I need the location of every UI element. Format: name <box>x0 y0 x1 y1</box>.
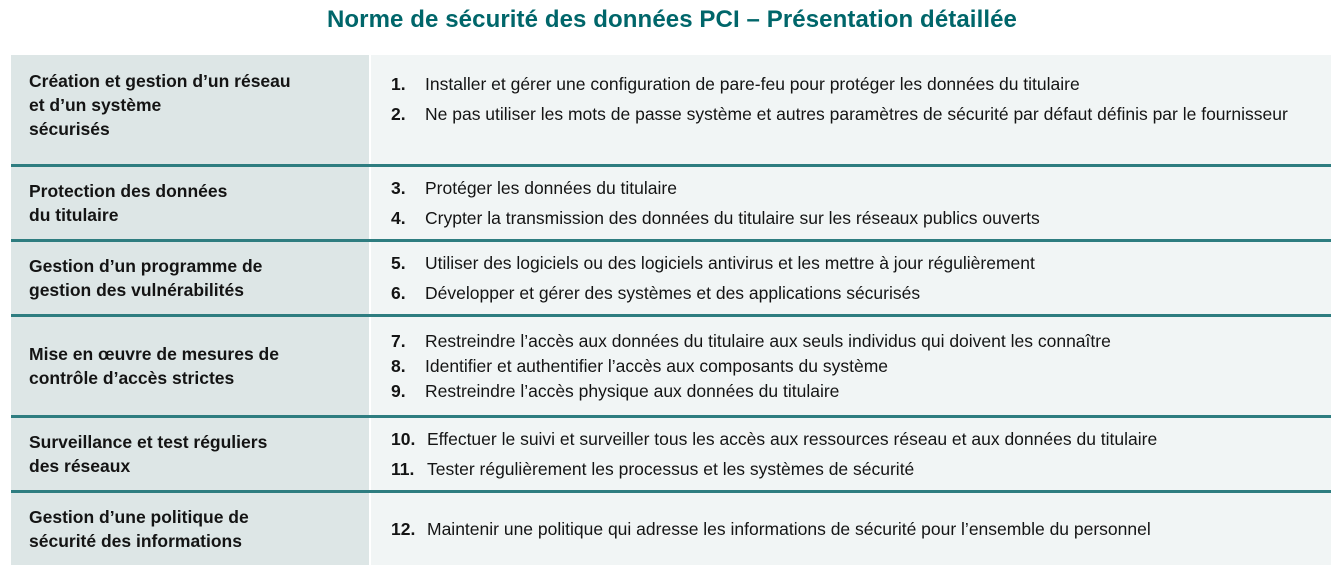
table-row <box>11 418 1331 493</box>
category-label: Mise en œuvre de mesures de contrôle d’accès strictes <box>29 344 279 388</box>
requirement-text: Maintenir une politique qui adresse les informations de sécurité pour l’ensemble du personnel <box>427 519 1151 539</box>
requirement-text: Restreindre l’accès physique aux données du titulaire <box>425 380 840 401</box>
requirement-item <box>391 457 1325 481</box>
requirement-text: Restreindre l’accès aux données du titulaire aux seuls individus qui doivent les connaître <box>425 330 1111 351</box>
requirement-item <box>391 354 1325 378</box>
category-cell <box>11 167 371 239</box>
requirements-cell <box>371 317 1331 415</box>
requirement-text: Effectuer le suivi et surveiller tous les accès aux ressources réseau et aux données du titulaire <box>427 429 1158 449</box>
table-row <box>11 493 1331 565</box>
requirement-number: 2. <box>391 104 406 124</box>
requirements-cell <box>371 493 1331 565</box>
requirement-number: 3. <box>391 178 406 198</box>
category-label: Gestion d’un programme de gestion des vulnérabilités <box>29 256 263 300</box>
requirement-text: Protéger les données du titulaire <box>425 178 677 198</box>
requirement-item <box>391 517 1325 541</box>
requirement-item <box>391 379 1325 403</box>
category-cell <box>11 242 371 314</box>
requirement-number: 11. <box>391 459 415 479</box>
category-label: Gestion d’une politique de sécurité des informations <box>29 507 249 551</box>
requirement-number: 8. <box>391 355 406 376</box>
requirements-cell <box>371 242 1331 314</box>
requirement-text: Développer et gérer des systèmes et des applications sécurisés <box>425 283 921 303</box>
requirement-item <box>391 102 1325 126</box>
requirement-item <box>391 72 1325 96</box>
requirement-text: Ne pas utiliser les mots de passe système et autres paramètres de sécurité par défaut définis par le fournisseur <box>425 104 1288 124</box>
requirement-number: 12. <box>391 519 416 539</box>
requirement-item <box>391 176 1325 200</box>
requirement-item <box>391 206 1325 230</box>
category-label: Protection des données du titulaire <box>29 181 228 225</box>
requirement-item <box>391 329 1325 353</box>
pci-requirements-table <box>11 55 1331 565</box>
requirement-text: Tester régulièrement les processus et les systèmes de sécurité <box>427 459 915 479</box>
requirement-text: Crypter la transmission des données du titulaire sur les réseaux publics ouverts <box>425 208 1040 228</box>
table-row <box>11 167 1331 242</box>
requirement-number: 10. <box>391 429 416 449</box>
requirement-number: 9. <box>391 380 406 401</box>
requirement-number: 1. <box>391 74 406 94</box>
requirement-text: Identifier et authentifier l’accès aux composants du système <box>425 355 889 376</box>
table-row <box>11 242 1331 317</box>
requirements-cell <box>371 167 1331 239</box>
requirements-cell <box>371 418 1331 490</box>
page-title: Norme de sécurité des données PCI – Présentation détaillée <box>326 6 1018 33</box>
category-cell <box>11 493 371 565</box>
table-row <box>11 317 1331 418</box>
category-cell <box>11 317 371 415</box>
requirement-number: 6. <box>391 283 406 303</box>
category-label: Création et gestion d’un réseau et d’un système sécurisés <box>29 71 291 139</box>
requirement-item <box>391 251 1325 275</box>
table-row <box>11 55 1331 167</box>
category-label: Surveillance et test réguliers des réseaux <box>29 432 268 476</box>
requirement-number: 7. <box>391 330 406 351</box>
category-cell <box>11 418 371 490</box>
category-cell <box>11 55 371 164</box>
requirement-item <box>391 427 1325 451</box>
requirement-number: 5. <box>391 253 406 273</box>
requirement-text: Utiliser des logiciels ou des logiciels antivirus et les mettre à jour régulièrement <box>425 253 1035 273</box>
requirement-number: 4. <box>391 208 406 228</box>
requirement-item <box>391 281 1325 305</box>
requirements-cell <box>371 55 1331 164</box>
requirement-text: Installer et gérer une configuration de pare-feu pour protéger les données du titulaire <box>425 74 1080 94</box>
